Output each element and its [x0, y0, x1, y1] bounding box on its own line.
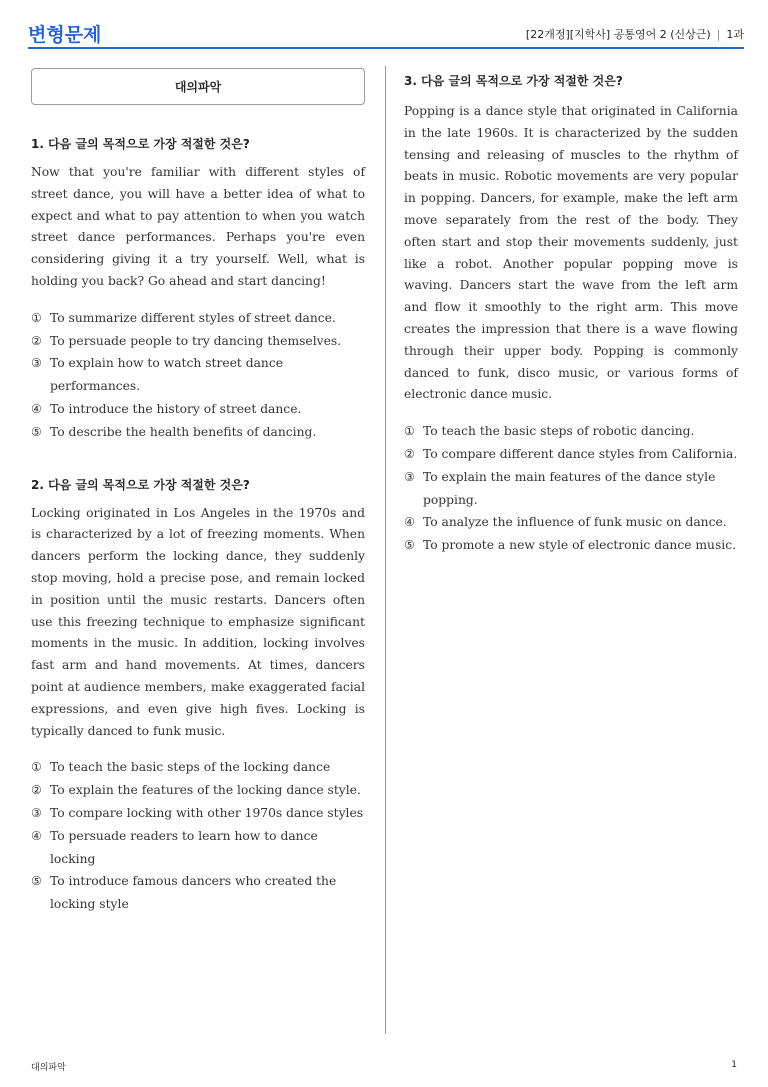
- option-text: To summarize different styles of street dance.: [50, 310, 336, 325]
- question-passage: Locking originated in Los Angeles in the 1970s and is characterized by a lot of freezing moments. When dancers perform the locking dance, they suddenly stop moving, hold a precise pose, and remain locked in position until the music restarts. Dancers often use this freezing technique to emphasize significant moments in the music. In addition, locking involves fast arm and hand movements. At times, dancers point at audience members, make exaggerated facial expressions, and even give high fives. Locking is typically danced to funk music.: [31, 505, 365, 738]
- answer-options: [31, 307, 365, 444]
- section-label: 대의파악: [174, 80, 222, 94]
- option-5[interactable]: [31, 421, 365, 444]
- option-text: To explain the main features of the dance style popping.: [423, 469, 716, 507]
- option-number: ③: [31, 356, 42, 371]
- question-title: 2. 다음 글의 목적으로 가장 적절한 것은?: [31, 477, 250, 492]
- question-1: [31, 135, 365, 444]
- option-3[interactable]: [31, 352, 365, 398]
- page-number: 1: [731, 1060, 737, 1070]
- option-1[interactable]: [31, 307, 365, 330]
- option-number: ①: [31, 760, 42, 775]
- option-number: ②: [404, 446, 415, 461]
- option-2[interactable]: [404, 443, 738, 466]
- option-text: To promote a new style of electronic dance music.: [423, 538, 737, 553]
- option-text: To persuade people to try dancing themselves.: [50, 333, 342, 348]
- footer-label: 대의파악: [31, 1063, 66, 1073]
- option-text: To describe the health benefits of dancing.: [50, 424, 317, 439]
- course-title: [22개정][지학사] 공통영어 2 (신상근): [525, 28, 711, 41]
- option-text: To introduce famous dancers who created the locking style: [50, 874, 337, 912]
- question-passage: Popping is a dance style that originated in California in the late 1960s. It is characterized by the sudden tensing and releasing of muscles to the rhythm of beats in music. Robotic movements are very popular in popping. Dancers, for example, make the left arm move separately from the rest of the body. They often start and stop their movements suddenly, just like a robot. Another popular popping move is waving. Dancers start the wave from the left arm and flow it smoothly to the right arm. This move creates the impression that there is a wave flowing through their upper body. Popping is commonly danced to funk, disco music, or various forms of electronic dance music.: [404, 104, 738, 402]
- option-3[interactable]: [31, 802, 365, 825]
- option-number: ①: [404, 424, 415, 439]
- option-number: ③: [31, 805, 42, 820]
- header-title: 변형문제: [28, 24, 102, 46]
- option-4[interactable]: [31, 398, 365, 421]
- question-2: [31, 476, 365, 916]
- option-text: To introduce the history of street dance.: [50, 401, 302, 416]
- option-number: ⑤: [404, 538, 415, 553]
- option-text: To teach the basic steps of the locking dance: [50, 760, 331, 775]
- option-text: To analyze the influence of funk music on dance.: [423, 515, 727, 530]
- question-title: 1. 다음 글의 목적으로 가장 적절한 것은?: [31, 137, 250, 151]
- question-3: [404, 72, 738, 557]
- option-number: ①: [31, 310, 42, 325]
- option-number: ②: [31, 333, 42, 348]
- answer-options: [404, 420, 738, 557]
- option-text: To teach the basic steps of robotic dancing.: [423, 424, 695, 439]
- answer-options: [31, 756, 365, 916]
- option-2[interactable]: [31, 779, 365, 802]
- lesson-label: 1과: [726, 28, 744, 41]
- option-text: To explain the features of the locking dance style.: [50, 783, 361, 798]
- question-title: 3. 다음 글의 목적으로 가장 적절한 것은?: [404, 74, 623, 88]
- question-passage: Now that you're familiar with different styles of street dance, you will have a better idea of what to expect and what to pay attention to when you watch street dance performances. Perhaps you're even considering giving it a try yourself. Well, what is holding you back? Go ahead and start dancing!: [31, 165, 365, 288]
- page-header: [28, 18, 744, 50]
- option-text: To explain how to watch street dance performances.: [50, 356, 284, 394]
- column-divider: [385, 66, 386, 1034]
- option-text: To compare locking with other 1970s dance styles: [50, 805, 364, 820]
- header-separator: |: [716, 28, 721, 41]
- option-number: ④: [31, 828, 42, 843]
- option-number: ⑤: [31, 424, 42, 439]
- option-number: ⑤: [31, 874, 42, 889]
- option-1[interactable]: [31, 756, 365, 779]
- option-4[interactable]: [31, 825, 365, 871]
- right-column: [404, 68, 738, 557]
- option-number: ②: [31, 783, 42, 798]
- section-label-box: [31, 68, 365, 105]
- option-3[interactable]: [404, 466, 738, 512]
- option-number: ④: [404, 515, 415, 530]
- option-2[interactable]: [31, 330, 365, 353]
- option-4[interactable]: [404, 511, 738, 534]
- left-column: [31, 68, 365, 916]
- option-5[interactable]: [404, 534, 738, 557]
- option-5[interactable]: [31, 870, 365, 916]
- option-number: ④: [31, 401, 42, 416]
- header-course-info: [526, 26, 744, 42]
- option-text: To compare different dance styles from California.: [423, 446, 738, 461]
- header-rule: [28, 47, 744, 49]
- option-number: ③: [404, 469, 415, 484]
- option-text: To persuade readers to learn how to dance locking: [50, 828, 318, 866]
- option-1[interactable]: [404, 420, 738, 443]
